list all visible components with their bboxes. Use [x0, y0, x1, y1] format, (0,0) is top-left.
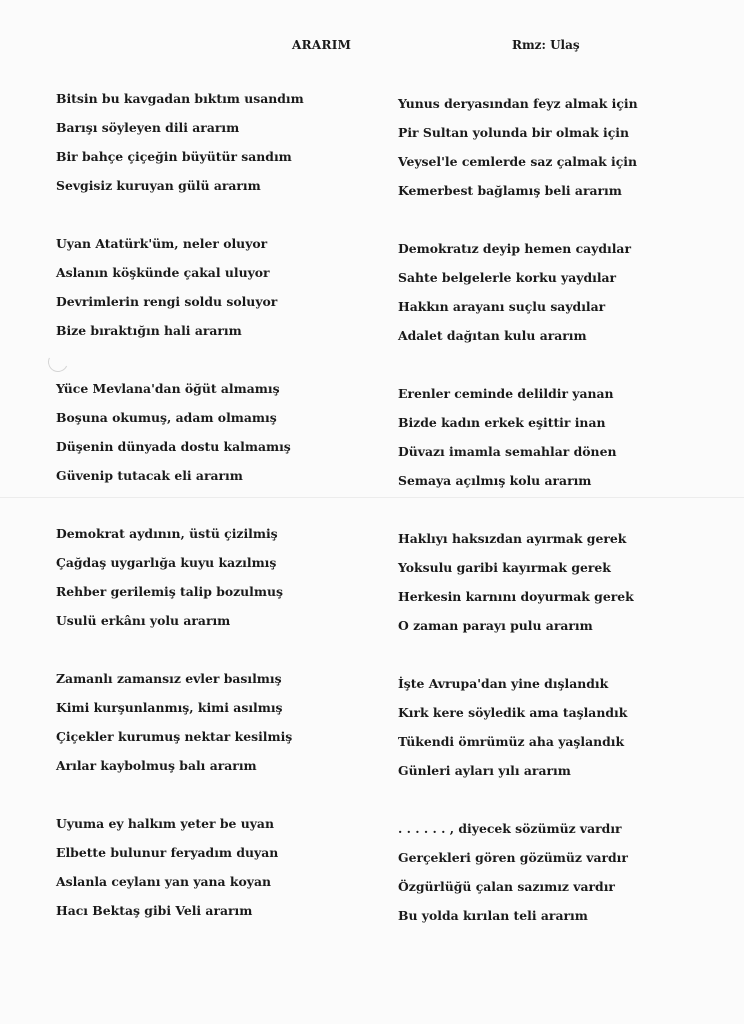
poem-line: Yüce Mevlana'dan öğüt almamış — [56, 381, 280, 396]
stanza — [398, 239, 728, 384]
poem-line: Kırk kere söyledik ama taşlandık — [398, 705, 628, 720]
poem-line: Usulü erkânı yolu ararım — [56, 613, 231, 628]
stanza — [398, 384, 728, 529]
poem-line: Zamanlı zamansız evler basılmış — [56, 671, 282, 686]
poem-line: Uyan Atatürk'üm, neler oluyor — [56, 236, 268, 251]
stanza — [56, 524, 386, 669]
poem-line: Düşenin dünyada dostu kalmamış — [56, 439, 291, 454]
stanza — [56, 669, 386, 814]
poem-line: Veysel'le cemlerde saz çalmak için — [398, 154, 637, 169]
poem-line: Kimi kurşunlanmış, kimi asılmış — [56, 700, 283, 715]
left-column — [56, 89, 386, 959]
poem-line: Boşuna okumuş, adam olmamış — [56, 410, 277, 425]
stanza — [398, 94, 728, 239]
poem-line: Elbette bulunur feryadım duyan — [56, 845, 279, 860]
poem-line: Arılar kaybolmuş balı ararım — [56, 758, 257, 773]
poem-line: Bize bıraktığın hali ararım — [56, 323, 242, 338]
poem-line: Uyuma ey halkım yeter be uyan — [56, 816, 274, 831]
poem-line: Yoksulu garibi kayırmak gerek — [398, 560, 611, 575]
poem-line: Semaya açılmış kolu ararım — [398, 473, 592, 488]
poem-line: Özgürlüğü çalan sazımız vardır — [398, 879, 615, 894]
stanza — [56, 234, 386, 379]
poem-line: Düvazı imamla semahlar dönen — [398, 444, 617, 459]
stanza — [398, 529, 728, 674]
poem-line: Kemerbest bağlamış beli ararım — [398, 183, 622, 198]
poem-line: Aslanın köşkünde çakal uluyor — [56, 265, 270, 280]
poem-line: . . . . . . , diyecek sözümüz vardır — [398, 821, 622, 836]
poem-line: Yunus deryasından feyz almak için — [398, 96, 638, 111]
poem-line: Aslanla ceylanı yan yana koyan — [56, 874, 271, 889]
poem-title: ARARIM — [292, 38, 352, 52]
poem-line: Bitsin bu kavgadan bıktım usandım — [56, 91, 304, 106]
stanza — [398, 819, 728, 964]
right-column — [398, 94, 728, 964]
poem-line: Pir Sultan yolunda bir olmak için — [398, 125, 629, 140]
poem-line: Bizde kadın erkek eşittir inan — [398, 415, 606, 430]
poem-line: Günleri ayları yılı ararım — [398, 763, 571, 778]
stanza — [56, 814, 386, 959]
stanza — [56, 379, 386, 524]
poem-line: Sahte belgelerle korku yaydılar — [398, 270, 617, 285]
poem-line: Erenler ceminde delildir yanan — [398, 386, 614, 401]
poem-line: Haklıyı haksızdan ayırmak gerek — [398, 531, 627, 546]
poem-line: Demokrat aydının, üstü çizilmiş — [56, 526, 278, 541]
poem-line: Rehber gerilemiş talip bozulmuş — [56, 584, 283, 599]
poem-line: Demokratız deyip hemen caydılar — [398, 241, 631, 256]
poem-line: Hacı Bektaş gibi Veli ararım — [56, 903, 253, 918]
poem-line: Adalet dağıtan kulu ararım — [398, 328, 587, 343]
stanza — [398, 674, 728, 819]
poem-line: İşte Avrupa'dan yine dışlandık — [398, 676, 609, 691]
poem-line: O zaman parayı pulu ararım — [398, 618, 593, 633]
poem-line: Çağdaş uygarlığa kuyu kazılmış — [56, 555, 277, 570]
poem-line: Bir bahçe çiçeğin büyütür sandım — [56, 149, 292, 164]
poem-line: Devrimlerin rengi soldu soluyor — [56, 294, 278, 309]
poem-line: Güvenip tutacak eli ararım — [56, 468, 243, 483]
poem-author: Rmz: Ulaş — [512, 38, 580, 52]
poem-line: Gerçekleri gören gözümüz vardır — [398, 850, 628, 865]
poem-line: Sevgisiz kuruyan gülü ararım — [56, 178, 261, 193]
stanza — [56, 89, 386, 234]
poem-line: Bu yolda kırılan teli ararım — [398, 908, 588, 923]
poem-line: Hakkın arayanı suçlu saydılar — [398, 299, 606, 314]
poem-line: Çiçekler kurumuş nektar kesilmiş — [56, 729, 293, 744]
poem-line: Tükendi ömrümüz aha yaşlandık — [398, 734, 625, 749]
poem-line: Barışı söyleyen dili ararım — [56, 120, 240, 135]
poem-line: Herkesin karnını doyurmak gerek — [398, 589, 634, 604]
